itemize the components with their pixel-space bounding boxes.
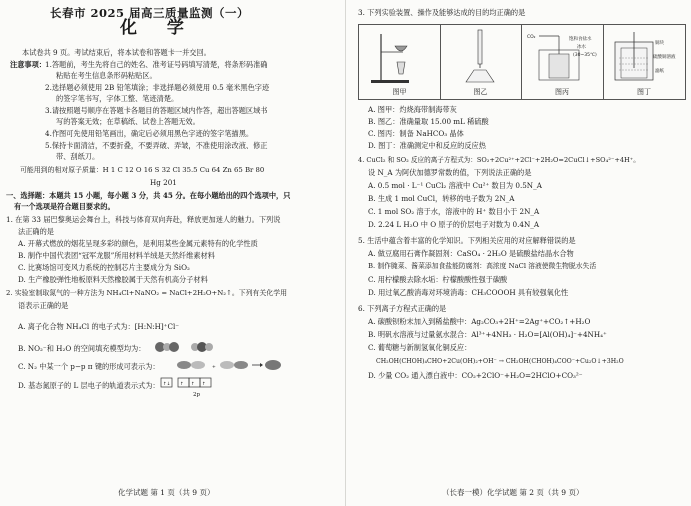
q4-stem-cont: 设 N_A 为阿伏加德罗常数的值，下列说法正确的是 [368,168,532,177]
q6-option-c-equation: CH₂OH(CHOH)₄CHO+2Cu(OH)₂+OH⁻ → CH₂OH(CHOH)₄COO⁻+Cu₂O↓+3H₂O [376,358,624,365]
notes-label: 注意事项： [10,60,46,69]
intro-text: 本试卷共 9 页。考试结束后，将本试卷和答题卡一并交回。 [22,48,211,57]
q1-option-a: A. 开幕式燃放的烟花呈现多彩的颜色，是利用某些金属元素特有的化学性质 [18,239,258,248]
gas-bubbling-icon [525,28,599,86]
q5-stem: 5. 生活中蕴含着丰富的化学知识。下列相关应用的对应解释错误的是 [358,236,576,245]
q3-option-c: C. 图丙：制备 NaHCO₃ 晶体 [368,129,464,138]
q1-stem: 1. 在第 33 届巴黎奥运会舞台上，科技与体育双向奔赴，释放更加迷人的魅力。下列说 [6,215,281,224]
label-copper: 铜块 [655,41,664,46]
q2-stem-cont: 语表示正确的是 [18,301,69,310]
page-2-footer: （长春一模）化学试题 第 2 页（共 9 页） [442,488,584,497]
q1-option-d: D. 生产橡胶弹性地板原料天然橡胶属于天然有机高分子材料 [18,275,208,284]
label-brine: 饱和食盐水 [569,37,592,42]
q3-stem: 3. 下列实验装置、操作及能够达成的目的均正确的是 [358,8,526,17]
q5-option-d: D. 用过氧乙酸消毒对环境消毒：CH₃COOOH 具有较强氧化性 [368,288,569,297]
q6-option-b: B. 明矾水溶液与过量氨水混合：Al³⁺+4NH₃ · H₂O=[Al(OH)₄]⁻+4NH₄⁺ [368,330,607,339]
q5-option-c: C. 用柠檬酸去除水垢：柠檬酸酸性强于碳酸 [368,275,508,284]
page-divider [345,0,346,506]
figure-bing-label: 图丙 [555,88,569,96]
q3-option-d: D. 图丁：准确测定中和反应的反应热 [368,141,486,150]
q6-option-a: A. 碳酸钡粉末加入到稀盐酸中：Ag₂CO₃+2H⁺=2Ag⁺+CO₂↑+H₂O [368,317,591,326]
orbital-label: 2p [193,392,201,398]
label-co2: CO₂ [527,35,536,40]
label-icewater: 冰水 [577,45,586,50]
q6-option-d: D. 少量 CO₂ 通入漂白液中：CO₂+2ClO⁻+H₂O=2HClO+CO₃²⁻ [368,371,583,380]
atomic-masses: 可能用到的相对原子质量：H 1 C 12 O 16 S 32 Cl 35.5 Cu 64 Zn 65 Br 80 [20,166,265,174]
q5-option-b: B. 制作腌菜、酱菜添加食盐能防腐剂：高浓度 NaCl 溶液使微生物脱水失活 [368,262,597,270]
q4-option-b: B. 生成 1 mol CuCl，转移的电子数为 2N_A [368,194,515,203]
note-line: 写的答案无效；在草稿纸、试卷上答题无效。 [56,117,200,126]
figure-yi-label: 图乙 [473,88,488,96]
q4-stem: 4. CuCl₂ 和 SO₂ 反应的离子方程式为：SO₂+2Cu²⁺+2Cl⁻+2H₂O=2CuCl↓+SO₄²⁻+4H⁺。 [358,156,640,164]
q3-option-a: A. 图甲：灼烧海带制海带灰 [368,105,457,114]
page-1-footer: 化学试题 第 1 页（共 9 页） [118,488,215,497]
note-line: 3.请按照题号顺序在答题卡各题目的答题区域内作答，超出答题区域书 [45,106,268,115]
q6-stem: 6. 下列离子方程式正确的是 [358,304,447,313]
q2-option-b: B. NO₂⁻和 H₂O 的空间填充模型均为： [18,344,146,353]
note-line: 带、刮纸刀。 [56,152,100,161]
q3-option-b: B. 图乙：准确量取 15.00 mL 稀硫酸 [368,117,489,126]
subject-title: 化 学 [120,18,196,38]
page-1 [0,0,340,506]
figure-jia [359,25,441,99]
svg-text:↑↓: ↑↓ [163,382,171,387]
apparatus-figure-row [358,24,686,100]
atomic-masses-cont: Hg 201 [150,178,177,187]
svg-text:↑: ↑ [202,382,206,387]
note-line: 1.答题前，考生先将自己的姓名、准考证号码填写清楚，将条形码准确 [45,60,268,69]
label-temp: (30~35℃) [573,53,597,58]
q2-stem: 2. 实验室制取氮气的一种方法为 NH₄Cl+NaNO₂ = NaCl+2H₂O+N₂↑。下列有关化学用 [6,289,287,297]
q6-option-c: C. 葡萄糖与新制氢氧化铜反应： [368,343,472,352]
crucible-stand-icon [363,28,435,86]
section-heading-cont: 有一个选项是符合题目要求的。 [14,202,115,211]
note-line: 2.选择题必须使用 2B 铅笔填涂；非选择题必须使用 0.5 毫米黑色字迹 [45,83,270,92]
svg-text:+: + [212,365,216,370]
svg-text:↑: ↑ [191,382,195,387]
page-2 [350,0,691,506]
figure-ding [603,25,685,99]
note-line: 5.保持卡面清洁，不要折叠，不要弄破、弄皱，不准使用涂改液、修正 [45,141,268,150]
space-filling-model-icon [150,340,220,354]
label-filterpaper: 滤纸 [655,69,664,74]
q4-option-d: D. 2.24 L H₂O 中 O 原子的价层电子对数为 0.4N_A [368,220,540,229]
figure-jia-label: 图甲 [392,88,407,96]
note-line: 4.作图可先使用铅笔画出，确定后必须用黑色字迹的签字笔描黑。 [45,129,254,138]
figure-ding-label: 图丁 [637,88,651,96]
q4-option-a: A. 0.5 mol · L⁻¹ CuCl₂ 溶液中 Cu²⁺ 数目为 0.5N_A [368,181,542,190]
note-line: 粘贴在考生信息条形码粘贴区。 [56,71,157,80]
burette-flask-icon [444,28,516,86]
exam-title: 长春市 2025 届高三质量监测（一） [50,6,250,20]
q1-option-b: B. 制作中国代表团“冠军龙服”所用材料羊绒是天然纤维素材料 [18,251,215,260]
calorimeter-icon [607,28,681,86]
q5-option-a: A. 做豆腐用石膏作凝固剂：CaSO₄ · 2H₂O 是硫酸盐结晶水合物 [368,249,574,258]
orbital-boxes-icon [160,377,220,389]
q1-stem-cont: 法正确的是 [18,227,54,236]
svg-text:↑: ↑ [180,382,184,387]
q2-option-a: A. 离子化合物 NH₄Cl 的电子式为：[H:N:H]⁺Cl⁻ [18,322,180,331]
p-orbital-overlap-icon [172,358,282,372]
figure-bing [521,25,604,99]
q2-option-c: C. N₂ 中某一个 p−p π 键的形成可表示为： [18,362,160,371]
q2-option-d: D. 基态氮原子的 L 层电子的轨道表示式为： [18,381,160,390]
label-cuso4: 硫酸铜溶液 [653,55,676,60]
q4-option-c: C. 1 mol SO₂ 溶于水，溶液中的 H⁺ 数目小于 2N_A [368,207,540,216]
section-heading: 一、选择题：本题共 15 小题，每小题 3 分，共 45 分。在每小题给出的四个选项中，只 [6,191,291,200]
note-line: 的签字笔书写，字体工整、笔迹清楚。 [56,94,179,103]
q1-option-c: C. 比赛场馆可变风力系统的控制芯片主要成分为 SiO₂ [18,263,190,272]
figure-yi [440,25,522,99]
